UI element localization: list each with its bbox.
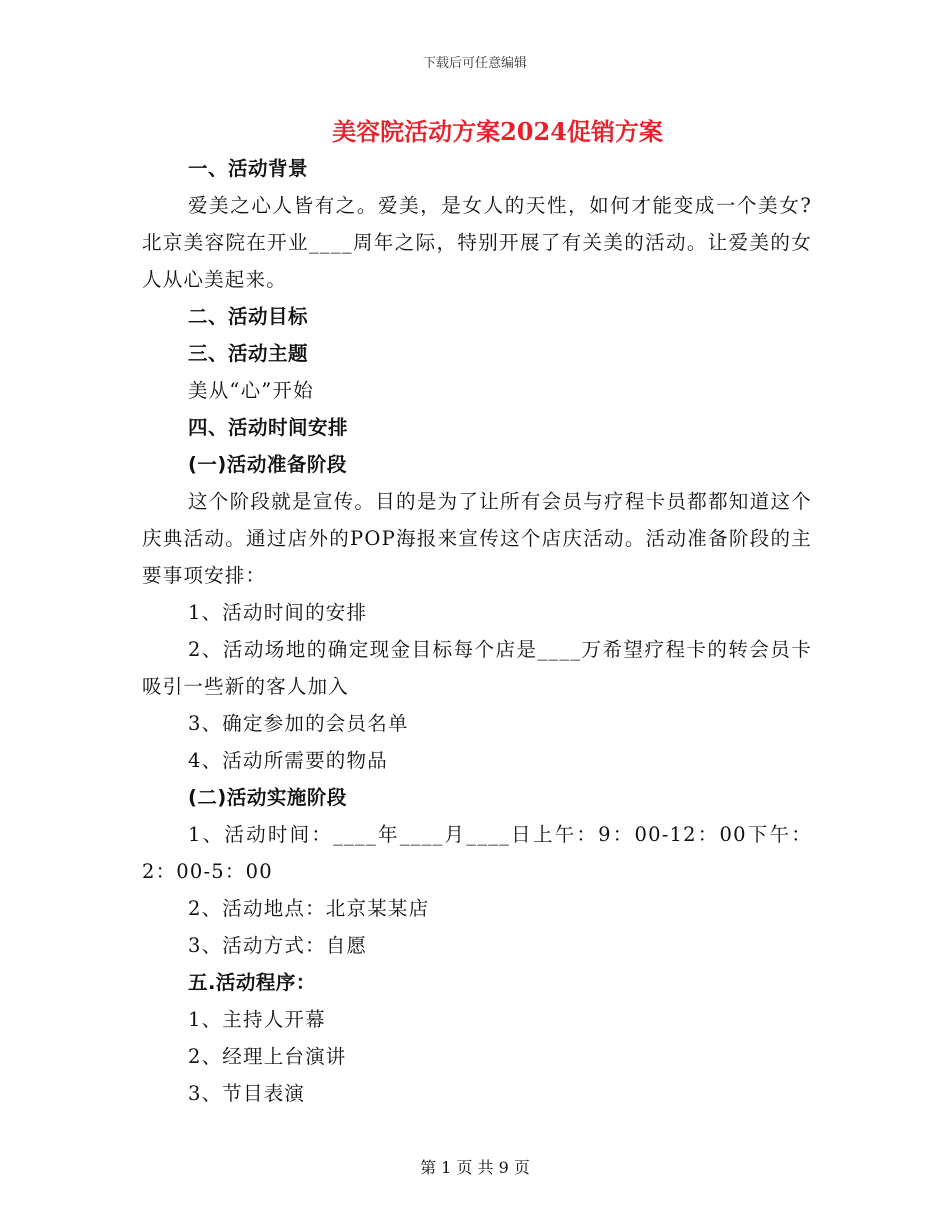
subsection-heading-preparation: (一)活动准备阶段 xyxy=(188,453,347,476)
list-item-impl-2: 2、活动地点：北京某某店 xyxy=(188,897,430,920)
list-item-impl-3: 3、活动方式：自愿 xyxy=(188,934,368,957)
list-item-proc-1: 1、主持人开幕 xyxy=(188,1008,326,1031)
section-heading-goal: 二、活动目标 xyxy=(188,305,309,328)
subsection-heading-implementation: (二)活动实施阶段 xyxy=(188,786,347,809)
list-item-impl-1: 1、活动时间：____年____月____日上午：9：00-12：00下午：2：00-5：00 xyxy=(142,823,812,883)
list-item-prep-4: 4、活动所需要的物品 xyxy=(188,749,388,772)
list-item-prep-1: 1、活动时间的安排 xyxy=(188,601,368,624)
paragraph-preparation: 这个阶段就是宣传。目的是为了让所有会员与疗程卡员都都知道这个庆典活动。通过店外的POP海报来宣传这个店庆活动。活动准备阶段的主要事项安排： xyxy=(142,490,812,587)
section-heading-procedure: 五.活动程序： xyxy=(188,971,316,994)
section-heading-background: 一、活动背景 xyxy=(188,157,309,180)
page-footer: 第 1 页 共 9 页 xyxy=(420,1158,530,1177)
paragraph-theme: 美从“心”开始 xyxy=(188,379,314,402)
paragraph-background: 爱美之心人皆有之。爱美，是女人的天性，如何才能变成一个美女?北京美容院在开业____周年之际，特别开展了有关美的活动。让爱美的女人从心美起来。 xyxy=(142,194,812,291)
section-heading-schedule: 四、活动时间安排 xyxy=(188,416,349,439)
document-body xyxy=(142,150,812,1112)
document-title: 美容院活动方案2024促销方案 xyxy=(332,117,663,146)
list-item-prep-2: 2、活动场地的确定现金目标每个店是____万希望疗程卡的转会员卡吸引一些新的客人加入 xyxy=(142,638,812,698)
section-heading-theme: 三、活动主题 xyxy=(188,342,309,365)
list-item-proc-2: 2、经理上台演讲 xyxy=(188,1045,347,1068)
list-item-proc-3: 3、节目表演 xyxy=(188,1082,306,1105)
page-header: 下载后可任意编辑 xyxy=(422,56,527,71)
list-item-prep-3: 3、确定参加的会员名单 xyxy=(188,712,409,735)
